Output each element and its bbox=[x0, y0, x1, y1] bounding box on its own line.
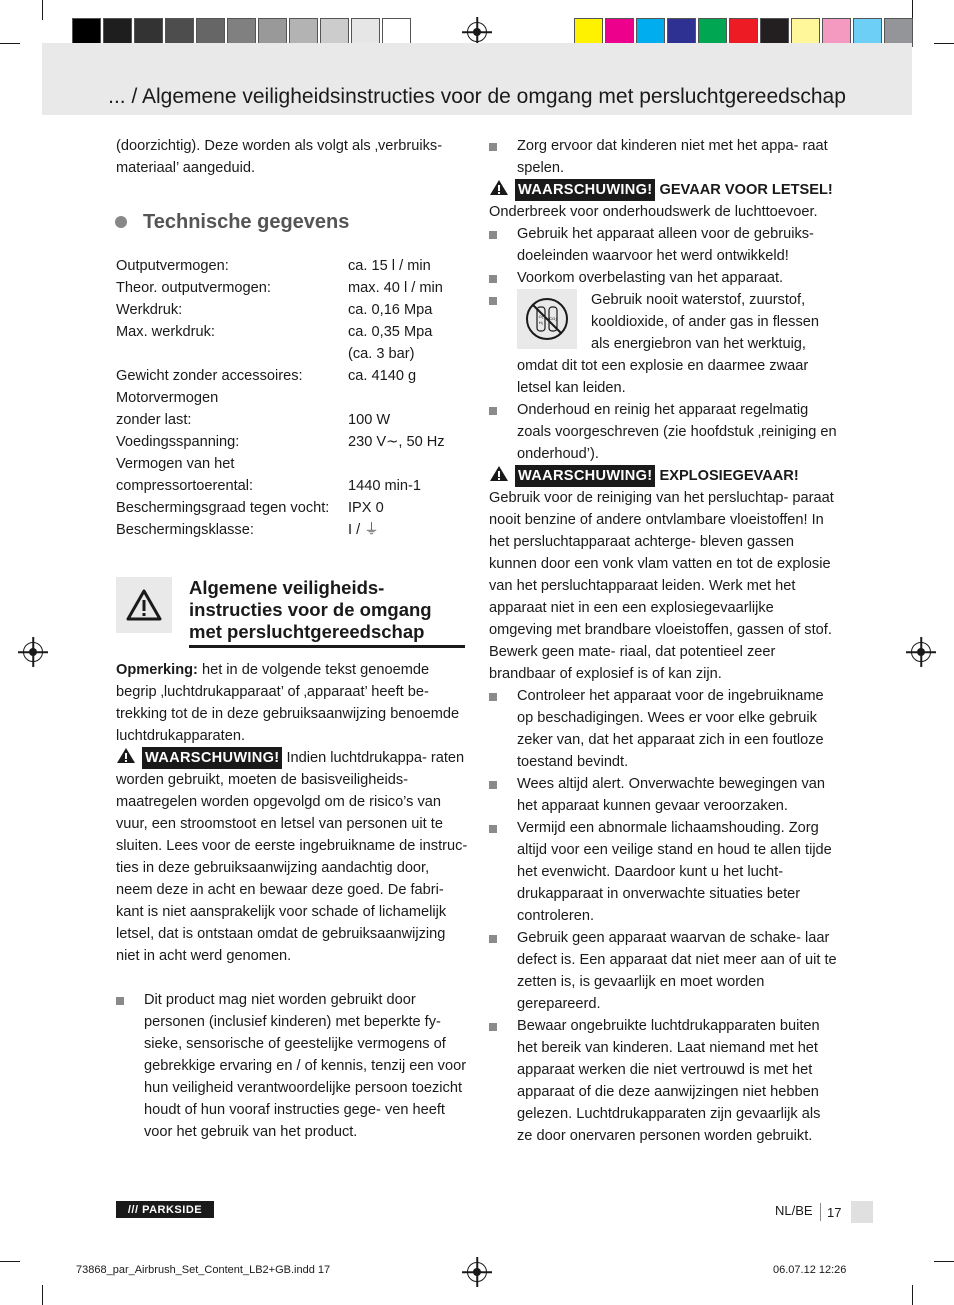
list-item: Vermijd een abnormale lichaamshouding. Zorg altijd voor een veilige stand en houd te allen tijde het evenwicht. Daardoor kunt u het lucht- drukapparaat in onverwachte situaties beter controleren. bbox=[489, 817, 839, 927]
gas-label: H₂ bbox=[538, 320, 544, 325]
registration-mark-icon bbox=[467, 1262, 487, 1282]
page-number: 17 bbox=[823, 1201, 871, 1223]
spec-table bbox=[116, 255, 445, 541]
right-column bbox=[489, 135, 839, 1147]
spec-label bbox=[116, 343, 348, 365]
spec-value bbox=[348, 453, 445, 475]
spec-row bbox=[116, 519, 445, 541]
warning-triangle-icon bbox=[116, 747, 136, 764]
spec-label: Outputvermogen: bbox=[116, 258, 229, 274]
crop-mark bbox=[912, 1285, 913, 1305]
spec-value: ca. 0,35 Mpa bbox=[348, 324, 433, 340]
divider bbox=[820, 1203, 821, 1221]
spec-label: Max. werkdruk: bbox=[116, 324, 215, 340]
warning-paragraph: WAARSCHUWING! Indien luchtdrukappa- raten worden gebruikt, moeten de basisveiligheids- maatregelen worden opgevolgd om de risico’s van vuur, een stroomstoot en letsel van personen uit te sluiten. Lees voor de eerste ingebruikname de instruc- ties in deze gebruiksaanwijzing aandachtig door, neem deze in acht en bewaar deze goed. De fabri- kant is niet aansprakelijk voor schade of lichamelijk letsel, dat is ontstaan omdat de gebruiksaanwijzing niet in acht werd genomen. bbox=[116, 747, 468, 967]
spec-label: Beschermingsgraad tegen vocht: bbox=[116, 500, 330, 516]
warning-paragraph: WAARSCHUWING! EXPLOSIEGEVAAR! Gebruik voor de reiniging van het persluchtap- paraat nooit benzine of andere ontvlambare vloeistoffen! In het persluchtapparaat achterge- bleven gassen kunnen door een vonk vlam vatten en tot de explosie van het persluchtapparaat leiden. Werk met het apparaat niet in een een explosiegevaarlijke omgeving met brandbare vloeistoffen, gassen of stof. Bewerk geen mate- riaal, dat potentieel zeer brandbaar of explosief is of kan zijn. bbox=[489, 465, 839, 685]
crop-mark bbox=[0, 43, 20, 44]
crop-mark bbox=[934, 1261, 954, 1262]
crop-mark bbox=[42, 0, 43, 20]
spec-row bbox=[116, 343, 445, 365]
parkside-logo: /// PARKSIDE bbox=[116, 1201, 214, 1218]
page-title: ... / Algemene veiligheidsinstructies voor de omgang met persluchtgereedschap bbox=[108, 85, 846, 108]
spec-row bbox=[116, 453, 445, 475]
spec-row bbox=[116, 365, 445, 387]
crop-mark bbox=[934, 43, 954, 44]
spec-value: ca. 0,16 Mpa bbox=[348, 302, 433, 318]
spec-row bbox=[116, 475, 445, 497]
left-column bbox=[116, 135, 468, 1143]
spec-label: Beschermingsklasse: bbox=[116, 522, 254, 538]
spec-row bbox=[116, 277, 445, 299]
spec-label: compressortoerental: bbox=[116, 478, 254, 494]
gas-label: O₂ bbox=[538, 314, 544, 319]
spec-value: I / ⏚ bbox=[348, 522, 379, 538]
spec-value: max. 40 l / min bbox=[348, 280, 443, 296]
slug-date: 06.07.12 12:26 bbox=[773, 1264, 847, 1276]
spec-label: Vermogen van het bbox=[116, 456, 235, 472]
warning-paragraph: WAARSCHUWING! GEVAAR VOOR LETSEL! Onderbreek voor onderhoudswerk de luchttoevoer. bbox=[489, 179, 839, 223]
right-bullet-list bbox=[489, 223, 839, 465]
spec-value: ca. 15 l / min bbox=[348, 258, 431, 274]
spec-row bbox=[116, 387, 445, 409]
spec-label: Werkdruk: bbox=[116, 302, 183, 318]
section-bullet-icon bbox=[115, 216, 127, 228]
list-item: Controleer het apparaat voor de ingebruikname op beschadigingen. Wees er voor elke gebruik zeker van, dat het apparaat zich in een foutloze toestand bevindt. bbox=[489, 685, 839, 773]
list-item: Dit product mag niet worden gebruikt door personen (inclusief kinderen) met beperkte fy- sieke, sensorische of geestelijke vermogens of gebrekkige ervaring en / of kennis, tenzij een voor hun veiligheid verantwoordelijke persoon toezicht houdt of hun vooraf instructies gege- ven heeft voor het gebruik van het product. bbox=[116, 989, 468, 1143]
crop-mark bbox=[912, 0, 913, 20]
spec-row bbox=[116, 497, 445, 519]
header-band bbox=[42, 43, 912, 115]
warning-triangle-icon bbox=[489, 179, 509, 196]
list-item: Gebruik het apparaat alleen voor de gebruiks- doeleinden waarvoor het werd ontwikkeld! bbox=[489, 223, 839, 267]
list-item: Onderhoud en reinig het apparaat regelmatig zoals voorgeschreven (zie hoofdstuk ‚reiniging en onderhoud’). bbox=[489, 399, 839, 465]
registration-mark-icon bbox=[911, 642, 931, 662]
list-item: Bewaar ongebruikte luchtdrukapparaten buiten het bereik van kinderen. Laat niemand met het apparaat werken die niet vertrouwd is met het apparaat of die deze aanwijzingen niet hebben gelezen. Luchtdrukapparaten zijn gevaarlijk als ze door onervaren personen worden gebruikt. bbox=[489, 1015, 839, 1147]
spec-row bbox=[116, 409, 445, 431]
list-item: Wees altijd alert. Onverwachte bewegingen van het apparaat kunnen gevaar veroorzaken. bbox=[489, 773, 839, 817]
warning-triangle-icon bbox=[116, 577, 172, 633]
slug-filename: 73868_par_Airbrush_Set_Content_LB2+GB.indd 17 bbox=[76, 1264, 331, 1276]
safety-heading: Algemene veiligheids- instructies voor de omgang met persluchtgereedschap bbox=[189, 577, 432, 642]
list-item: Gebruik geen apparaat waarvan de schake- laar defect is. Een apparaat dat niet meer aan of uit te zetten is, is gevaarlijk en moet worden gerepareerd. bbox=[489, 927, 839, 1015]
spec-label: zonder last: bbox=[116, 412, 192, 428]
spec-value: IPX 0 bbox=[348, 500, 384, 516]
spec-label: Voedingsspanning: bbox=[116, 434, 240, 450]
intro-text: (doorzichtig). Deze worden als volgt als ‚verbruiks- materiaal’ aangeduid. bbox=[116, 138, 443, 176]
spec-row bbox=[116, 255, 445, 277]
heading-underline bbox=[189, 645, 465, 648]
page-tab bbox=[851, 1201, 873, 1223]
list-item: Zorg ervoor dat kinderen niet met het appa- raat spelen. bbox=[489, 135, 839, 179]
section-title-technical: Technische gegevens bbox=[116, 211, 468, 233]
spec-value: 230 V∼, 50 Hz bbox=[348, 434, 445, 450]
crop-mark bbox=[0, 1261, 20, 1262]
warning-triangle-icon bbox=[489, 465, 509, 482]
language-code: NL/BE bbox=[775, 1203, 813, 1218]
safety-heading-block bbox=[116, 577, 468, 647]
registration-mark-icon bbox=[467, 22, 487, 42]
spec-row bbox=[116, 431, 445, 453]
spec-value: 1440 min-1 bbox=[348, 478, 422, 494]
gas-label: CO₂ bbox=[549, 316, 557, 321]
spec-label: Gewicht zonder accessoires: bbox=[116, 368, 303, 384]
crop-mark bbox=[42, 1285, 43, 1305]
right-bullet-list bbox=[489, 685, 839, 1147]
left-bullet-list bbox=[116, 989, 468, 1143]
note-paragraph: Opmerking: het in de volgende tekst genoemde begrip ‚luchtdrukapparaat’ of ‚apparaat’ heeft be- trekking tot de in deze gebruiksaanwijzing benoemde luchtdrukapparaten. bbox=[116, 662, 460, 744]
spec-value: 100 W bbox=[348, 412, 391, 428]
right-bullet-list bbox=[489, 135, 839, 179]
registration-mark-icon bbox=[23, 642, 43, 662]
spec-row bbox=[116, 299, 445, 321]
spec-label: Theor. outputvermogen: bbox=[116, 280, 271, 296]
spec-label: Motorvermogen bbox=[116, 390, 219, 406]
spec-row bbox=[116, 321, 445, 343]
spec-value: (ca. 3 bar) bbox=[348, 346, 415, 362]
list-item: Voorkom overbelasting van het apparaat. bbox=[489, 267, 839, 289]
spec-value: ca. 4140 g bbox=[348, 368, 417, 384]
list-item: O₂ H₂ CO₂ Gebruik nooit waterstof, zuurstof, kooldioxide, of ander gas in flessen als energiebron van het werktuig, omdat dit tot een explosie en daarmee zwaar letsel kan leiden. bbox=[489, 289, 839, 399]
gas-cylinder-icon bbox=[517, 289, 577, 349]
spec-value bbox=[348, 387, 445, 409]
